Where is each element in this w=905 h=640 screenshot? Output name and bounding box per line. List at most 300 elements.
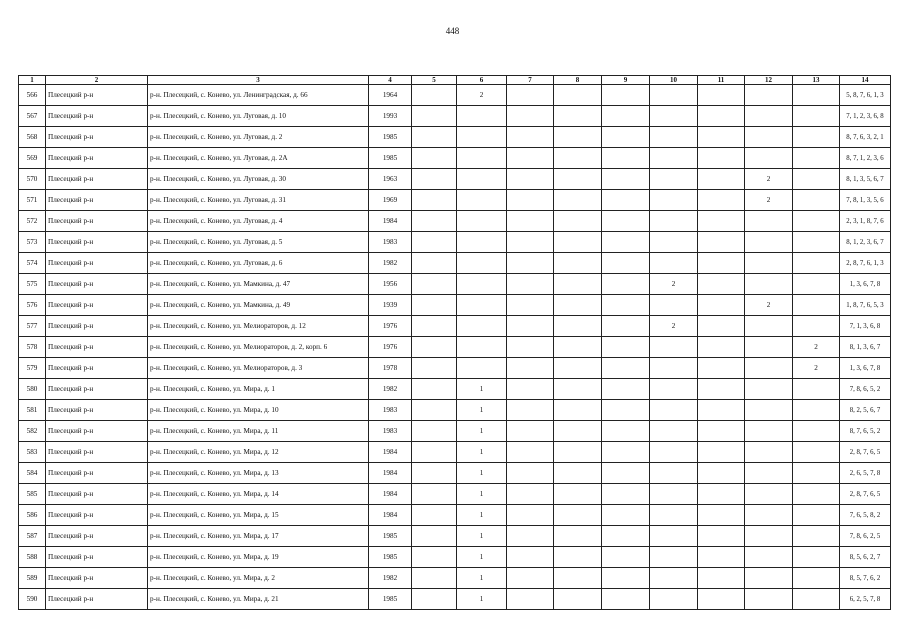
district-cell: Плесецкий р-н [46, 484, 148, 505]
year-cell: 1985 [369, 148, 412, 169]
col8-cell [554, 316, 602, 337]
table-row [19, 316, 891, 337]
year-cell: 1983 [369, 400, 412, 421]
col10-cell [650, 589, 698, 610]
address-cell: р-н. Плесецкий, с. Конево, ул. Луговая, д. 31 [148, 190, 369, 211]
row-number: 588 [19, 547, 46, 568]
year-cell: 1963 [369, 169, 412, 190]
col6-cell: 1 [457, 526, 507, 547]
codes-cell: 8, 7, 1, 2, 3, 6 [840, 148, 891, 169]
col10-cell [650, 337, 698, 358]
col12-cell [745, 148, 793, 169]
address-cell: р-н. Плесецкий, с. Конево, ул. Ленинградская, д. 66 [148, 85, 369, 106]
district-cell: Плесецкий р-н [46, 337, 148, 358]
year-cell: 1985 [369, 127, 412, 148]
col5-cell [412, 274, 457, 295]
col13-cell [793, 505, 840, 526]
col5-cell [412, 442, 457, 463]
row-number: 574 [19, 253, 46, 274]
col11-cell [698, 526, 745, 547]
col13-cell: 2 [793, 358, 840, 379]
codes-cell: 8, 5, 7, 6, 2 [840, 568, 891, 589]
year-cell: 1982 [369, 568, 412, 589]
district-cell: Плесецкий р-н [46, 85, 148, 106]
address-cell: р-н. Плесецкий, с. Конево, ул. Мира, д. 17 [148, 526, 369, 547]
year-cell: 1964 [369, 85, 412, 106]
table-row [19, 337, 891, 358]
column-header: 11 [698, 76, 745, 85]
col11-cell [698, 400, 745, 421]
col12-cell [745, 232, 793, 253]
col9-cell [602, 190, 650, 211]
col10-cell [650, 400, 698, 421]
year-cell: 1983 [369, 421, 412, 442]
col13-cell [793, 463, 840, 484]
col9-cell [602, 400, 650, 421]
col9-cell [602, 484, 650, 505]
col8-cell [554, 190, 602, 211]
col7-cell [507, 421, 554, 442]
table-row [19, 295, 891, 316]
col11-cell [698, 505, 745, 526]
col5-cell [412, 379, 457, 400]
col7-cell [507, 316, 554, 337]
codes-cell: 2, 3, 1, 8, 7, 6 [840, 211, 891, 232]
col9-cell [602, 421, 650, 442]
col12-cell [745, 85, 793, 106]
table-row [19, 421, 891, 442]
col5-cell [412, 169, 457, 190]
col13-cell [793, 232, 840, 253]
col9-cell [602, 526, 650, 547]
col13-cell [793, 400, 840, 421]
district-cell: Плесецкий р-н [46, 526, 148, 547]
table-row [19, 253, 891, 274]
address-cell: р-н. Плесецкий, с. Конево, ул. Луговая, д. 5 [148, 232, 369, 253]
address-cell: р-н. Плесецкий, с. Конево, ул. Мира, д. 11 [148, 421, 369, 442]
col7-cell [507, 190, 554, 211]
table-row [19, 463, 891, 484]
col8-cell [554, 211, 602, 232]
col10-cell [650, 211, 698, 232]
table-row [19, 400, 891, 421]
col12-cell: 2 [745, 169, 793, 190]
col9-cell [602, 316, 650, 337]
col8-cell [554, 568, 602, 589]
col13-cell [793, 148, 840, 169]
col8-cell [554, 232, 602, 253]
col12-cell [745, 400, 793, 421]
year-cell: 1984 [369, 442, 412, 463]
col9-cell [602, 442, 650, 463]
col7-cell [507, 547, 554, 568]
table-row [19, 379, 891, 400]
col10-cell [650, 295, 698, 316]
col7-cell [507, 442, 554, 463]
col7-cell [507, 295, 554, 316]
year-cell: 1984 [369, 505, 412, 526]
col9-cell [602, 274, 650, 295]
year-cell: 1984 [369, 484, 412, 505]
column-header: 8 [554, 76, 602, 85]
col9-cell [602, 379, 650, 400]
col7-cell [507, 274, 554, 295]
codes-cell: 5, 8, 7, 6, 1, 3 [840, 85, 891, 106]
table-row [19, 106, 891, 127]
col9-cell [602, 589, 650, 610]
col13-cell [793, 316, 840, 337]
registry-table [18, 75, 891, 610]
column-header: 7 [507, 76, 554, 85]
col11-cell [698, 106, 745, 127]
col11-cell [698, 85, 745, 106]
address-cell: р-н. Плесецкий, с. Конево, ул. Мамкина, д. 47 [148, 274, 369, 295]
col8-cell [554, 337, 602, 358]
col10-cell [650, 253, 698, 274]
col8-cell [554, 106, 602, 127]
col9-cell [602, 505, 650, 526]
col12-cell [745, 127, 793, 148]
row-number: 578 [19, 337, 46, 358]
district-cell: Плесецкий р-н [46, 589, 148, 610]
col10-cell [650, 148, 698, 169]
district-cell: Плесецкий р-н [46, 505, 148, 526]
codes-cell: 1, 3, 6, 7, 8 [840, 358, 891, 379]
col8-cell [554, 421, 602, 442]
table-row [19, 526, 891, 547]
col12-cell [745, 505, 793, 526]
district-cell: Плесецкий р-н [46, 442, 148, 463]
table-row [19, 211, 891, 232]
col13-cell [793, 484, 840, 505]
year-cell: 1982 [369, 253, 412, 274]
col6-cell: 1 [457, 463, 507, 484]
col11-cell [698, 211, 745, 232]
row-number: 577 [19, 316, 46, 337]
col12-cell [745, 106, 793, 127]
year-cell: 1985 [369, 547, 412, 568]
col11-cell [698, 442, 745, 463]
year-cell: 1956 [369, 274, 412, 295]
col10-cell [650, 379, 698, 400]
table-row [19, 505, 891, 526]
row-number: 569 [19, 148, 46, 169]
table-row [19, 547, 891, 568]
col12-cell [745, 358, 793, 379]
district-cell: Плесецкий р-н [46, 253, 148, 274]
column-header: 9 [602, 76, 650, 85]
address-cell: р-н. Плесецкий, с. Конево, ул. Мира, д. 12 [148, 442, 369, 463]
col13-cell [793, 526, 840, 547]
col10-cell [650, 358, 698, 379]
col13-cell [793, 568, 840, 589]
col5-cell [412, 421, 457, 442]
address-cell: р-н. Плесецкий, с. Конево, ул. Мира, д. 2 [148, 568, 369, 589]
district-cell: Плесецкий р-н [46, 169, 148, 190]
col13-cell [793, 589, 840, 610]
year-cell: 1976 [369, 316, 412, 337]
col10-cell: 2 [650, 274, 698, 295]
column-header: 6 [457, 76, 507, 85]
row-number: 573 [19, 232, 46, 253]
codes-cell: 1, 8, 7, 6, 5, 3 [840, 295, 891, 316]
col10-cell [650, 232, 698, 253]
col7-cell [507, 484, 554, 505]
col6-cell [457, 148, 507, 169]
col13-cell [793, 379, 840, 400]
col13-cell: 2 [793, 337, 840, 358]
col7-cell [507, 337, 554, 358]
col8-cell [554, 463, 602, 484]
col10-cell [650, 526, 698, 547]
address-cell: р-н. Плесецкий, с. Конево, ул. Мира, д. 13 [148, 463, 369, 484]
column-header: 12 [745, 76, 793, 85]
col10-cell [650, 106, 698, 127]
col7-cell [507, 505, 554, 526]
table-row [19, 274, 891, 295]
col13-cell [793, 253, 840, 274]
col11-cell [698, 232, 745, 253]
table-row [19, 442, 891, 463]
table-row [19, 589, 891, 610]
col8-cell [554, 379, 602, 400]
district-cell: Плесецкий р-н [46, 568, 148, 589]
col11-cell [698, 274, 745, 295]
col12-cell [745, 463, 793, 484]
col5-cell [412, 85, 457, 106]
col5-cell [412, 295, 457, 316]
address-cell: р-н. Плесецкий, с. Конево, ул. Луговая, д. 30 [148, 169, 369, 190]
address-cell: р-н. Плесецкий, с. Конево, ул. Луговая, д. 4 [148, 211, 369, 232]
row-number: 576 [19, 295, 46, 316]
col10-cell [650, 85, 698, 106]
col7-cell [507, 400, 554, 421]
table-row [19, 232, 891, 253]
col12-cell [745, 316, 793, 337]
year-cell: 1985 [369, 526, 412, 547]
col5-cell [412, 400, 457, 421]
col8-cell [554, 400, 602, 421]
codes-cell: 1, 3, 6, 7, 8 [840, 274, 891, 295]
col9-cell [602, 232, 650, 253]
codes-cell: 7, 8, 1, 3, 5, 6 [840, 190, 891, 211]
col9-cell [602, 169, 650, 190]
col7-cell [507, 526, 554, 547]
col12-cell [745, 274, 793, 295]
col5-cell [412, 106, 457, 127]
district-cell: Плесецкий р-н [46, 400, 148, 421]
col12-cell [745, 337, 793, 358]
codes-cell: 8, 1, 3, 6, 7 [840, 337, 891, 358]
col11-cell [698, 589, 745, 610]
column-header: 14 [840, 76, 891, 85]
col6-cell [457, 253, 507, 274]
col12-cell [745, 442, 793, 463]
column-header: 13 [793, 76, 840, 85]
col11-cell [698, 463, 745, 484]
col8-cell [554, 505, 602, 526]
codes-cell: 2, 8, 7, 6, 5 [840, 442, 891, 463]
col6-cell: 1 [457, 400, 507, 421]
district-cell: Плесецкий р-н [46, 106, 148, 127]
col5-cell [412, 463, 457, 484]
year-cell: 1984 [369, 211, 412, 232]
col8-cell [554, 274, 602, 295]
col11-cell [698, 316, 745, 337]
col10-cell: 2 [650, 316, 698, 337]
address-cell: р-н. Плесецкий, с. Конево, ул. Луговая, д. 10 [148, 106, 369, 127]
col9-cell [602, 211, 650, 232]
row-number: 583 [19, 442, 46, 463]
column-header: 10 [650, 76, 698, 85]
col12-cell [745, 484, 793, 505]
col11-cell [698, 337, 745, 358]
col6-cell [457, 190, 507, 211]
col6-cell [457, 274, 507, 295]
col6-cell [457, 127, 507, 148]
col6-cell: 1 [457, 484, 507, 505]
col7-cell [507, 379, 554, 400]
col7-cell [507, 253, 554, 274]
codes-cell: 8, 5, 6, 2, 7 [840, 547, 891, 568]
year-cell: 1983 [369, 232, 412, 253]
col10-cell [650, 505, 698, 526]
col11-cell [698, 169, 745, 190]
district-cell: Плесецкий р-н [46, 547, 148, 568]
col8-cell [554, 85, 602, 106]
col9-cell [602, 337, 650, 358]
col6-cell [457, 106, 507, 127]
column-header: 1 [19, 76, 46, 85]
col13-cell [793, 442, 840, 463]
address-cell: р-н. Плесецкий, с. Конево, ул. Мира, д. 21 [148, 589, 369, 610]
col12-cell [745, 421, 793, 442]
row-number: 570 [19, 169, 46, 190]
district-cell: Плесецкий р-н [46, 316, 148, 337]
codes-cell: 7, 8, 6, 5, 2 [840, 379, 891, 400]
address-cell: р-н. Плесецкий, с. Конево, ул. Мира, д. 1 [148, 379, 369, 400]
col9-cell [602, 106, 650, 127]
address-cell: р-н. Плесецкий, с. Конево, ул. Мира, д. 19 [148, 547, 369, 568]
address-cell: р-н. Плесецкий, с. Конево, ул. Мамкина, д. 49 [148, 295, 369, 316]
codes-cell: 2, 8, 7, 6, 5 [840, 484, 891, 505]
col9-cell [602, 85, 650, 106]
column-header: 5 [412, 76, 457, 85]
table-row [19, 568, 891, 589]
row-number: 590 [19, 589, 46, 610]
col6-cell [457, 358, 507, 379]
col9-cell [602, 358, 650, 379]
codes-cell: 8, 1, 3, 5, 6, 7 [840, 169, 891, 190]
col6-cell [457, 295, 507, 316]
col10-cell [650, 484, 698, 505]
codes-cell: 6, 2, 5, 7, 8 [840, 589, 891, 610]
col8-cell [554, 148, 602, 169]
col5-cell [412, 232, 457, 253]
col10-cell [650, 421, 698, 442]
col5-cell [412, 337, 457, 358]
col12-cell: 2 [745, 295, 793, 316]
col10-cell [650, 169, 698, 190]
col5-cell [412, 148, 457, 169]
col13-cell [793, 127, 840, 148]
codes-cell: 8, 2, 5, 6, 7 [840, 400, 891, 421]
col10-cell [650, 568, 698, 589]
col11-cell [698, 568, 745, 589]
col7-cell [507, 568, 554, 589]
year-cell: 1993 [369, 106, 412, 127]
col9-cell [602, 127, 650, 148]
col12-cell: 2 [745, 190, 793, 211]
table-row [19, 127, 891, 148]
table-row [19, 190, 891, 211]
col7-cell [507, 589, 554, 610]
address-cell: р-н. Плесецкий, с. Конево, ул. Мелиораторов, д. 12 [148, 316, 369, 337]
col7-cell [507, 463, 554, 484]
col6-cell: 1 [457, 547, 507, 568]
address-cell: р-н. Плесецкий, с. Конево, ул. Луговая, д. 2А [148, 148, 369, 169]
district-cell: Плесецкий р-н [46, 211, 148, 232]
col13-cell [793, 211, 840, 232]
col5-cell [412, 358, 457, 379]
row-number: 584 [19, 463, 46, 484]
col11-cell [698, 127, 745, 148]
col7-cell [507, 211, 554, 232]
row-number: 581 [19, 400, 46, 421]
col11-cell [698, 148, 745, 169]
column-header: 2 [46, 76, 148, 85]
col8-cell [554, 253, 602, 274]
row-number: 566 [19, 85, 46, 106]
header-row [19, 76, 891, 85]
col8-cell [554, 526, 602, 547]
col5-cell [412, 127, 457, 148]
col6-cell: 2 [457, 85, 507, 106]
codes-cell: 7, 1, 3, 6, 8 [840, 316, 891, 337]
col10-cell [650, 127, 698, 148]
col7-cell [507, 148, 554, 169]
row-number: 567 [19, 106, 46, 127]
col6-cell: 1 [457, 589, 507, 610]
col8-cell [554, 547, 602, 568]
col13-cell [793, 106, 840, 127]
table-row [19, 169, 891, 190]
col7-cell [507, 127, 554, 148]
col12-cell [745, 589, 793, 610]
col11-cell [698, 190, 745, 211]
col13-cell [793, 295, 840, 316]
col9-cell [602, 547, 650, 568]
col9-cell [602, 148, 650, 169]
col5-cell [412, 253, 457, 274]
col8-cell [554, 127, 602, 148]
col7-cell [507, 358, 554, 379]
col13-cell [793, 421, 840, 442]
district-cell: Плесецкий р-н [46, 190, 148, 211]
row-number: 582 [19, 421, 46, 442]
row-number: 585 [19, 484, 46, 505]
page-number: 448 [445, 26, 460, 36]
col11-cell [698, 358, 745, 379]
col8-cell [554, 442, 602, 463]
col9-cell [602, 568, 650, 589]
col6-cell [457, 169, 507, 190]
col6-cell: 1 [457, 379, 507, 400]
col5-cell [412, 316, 457, 337]
col5-cell [412, 568, 457, 589]
col12-cell [745, 379, 793, 400]
address-cell: р-н. Плесецкий, с. Конево, ул. Мелиораторов, д. 2, корп. 6 [148, 337, 369, 358]
